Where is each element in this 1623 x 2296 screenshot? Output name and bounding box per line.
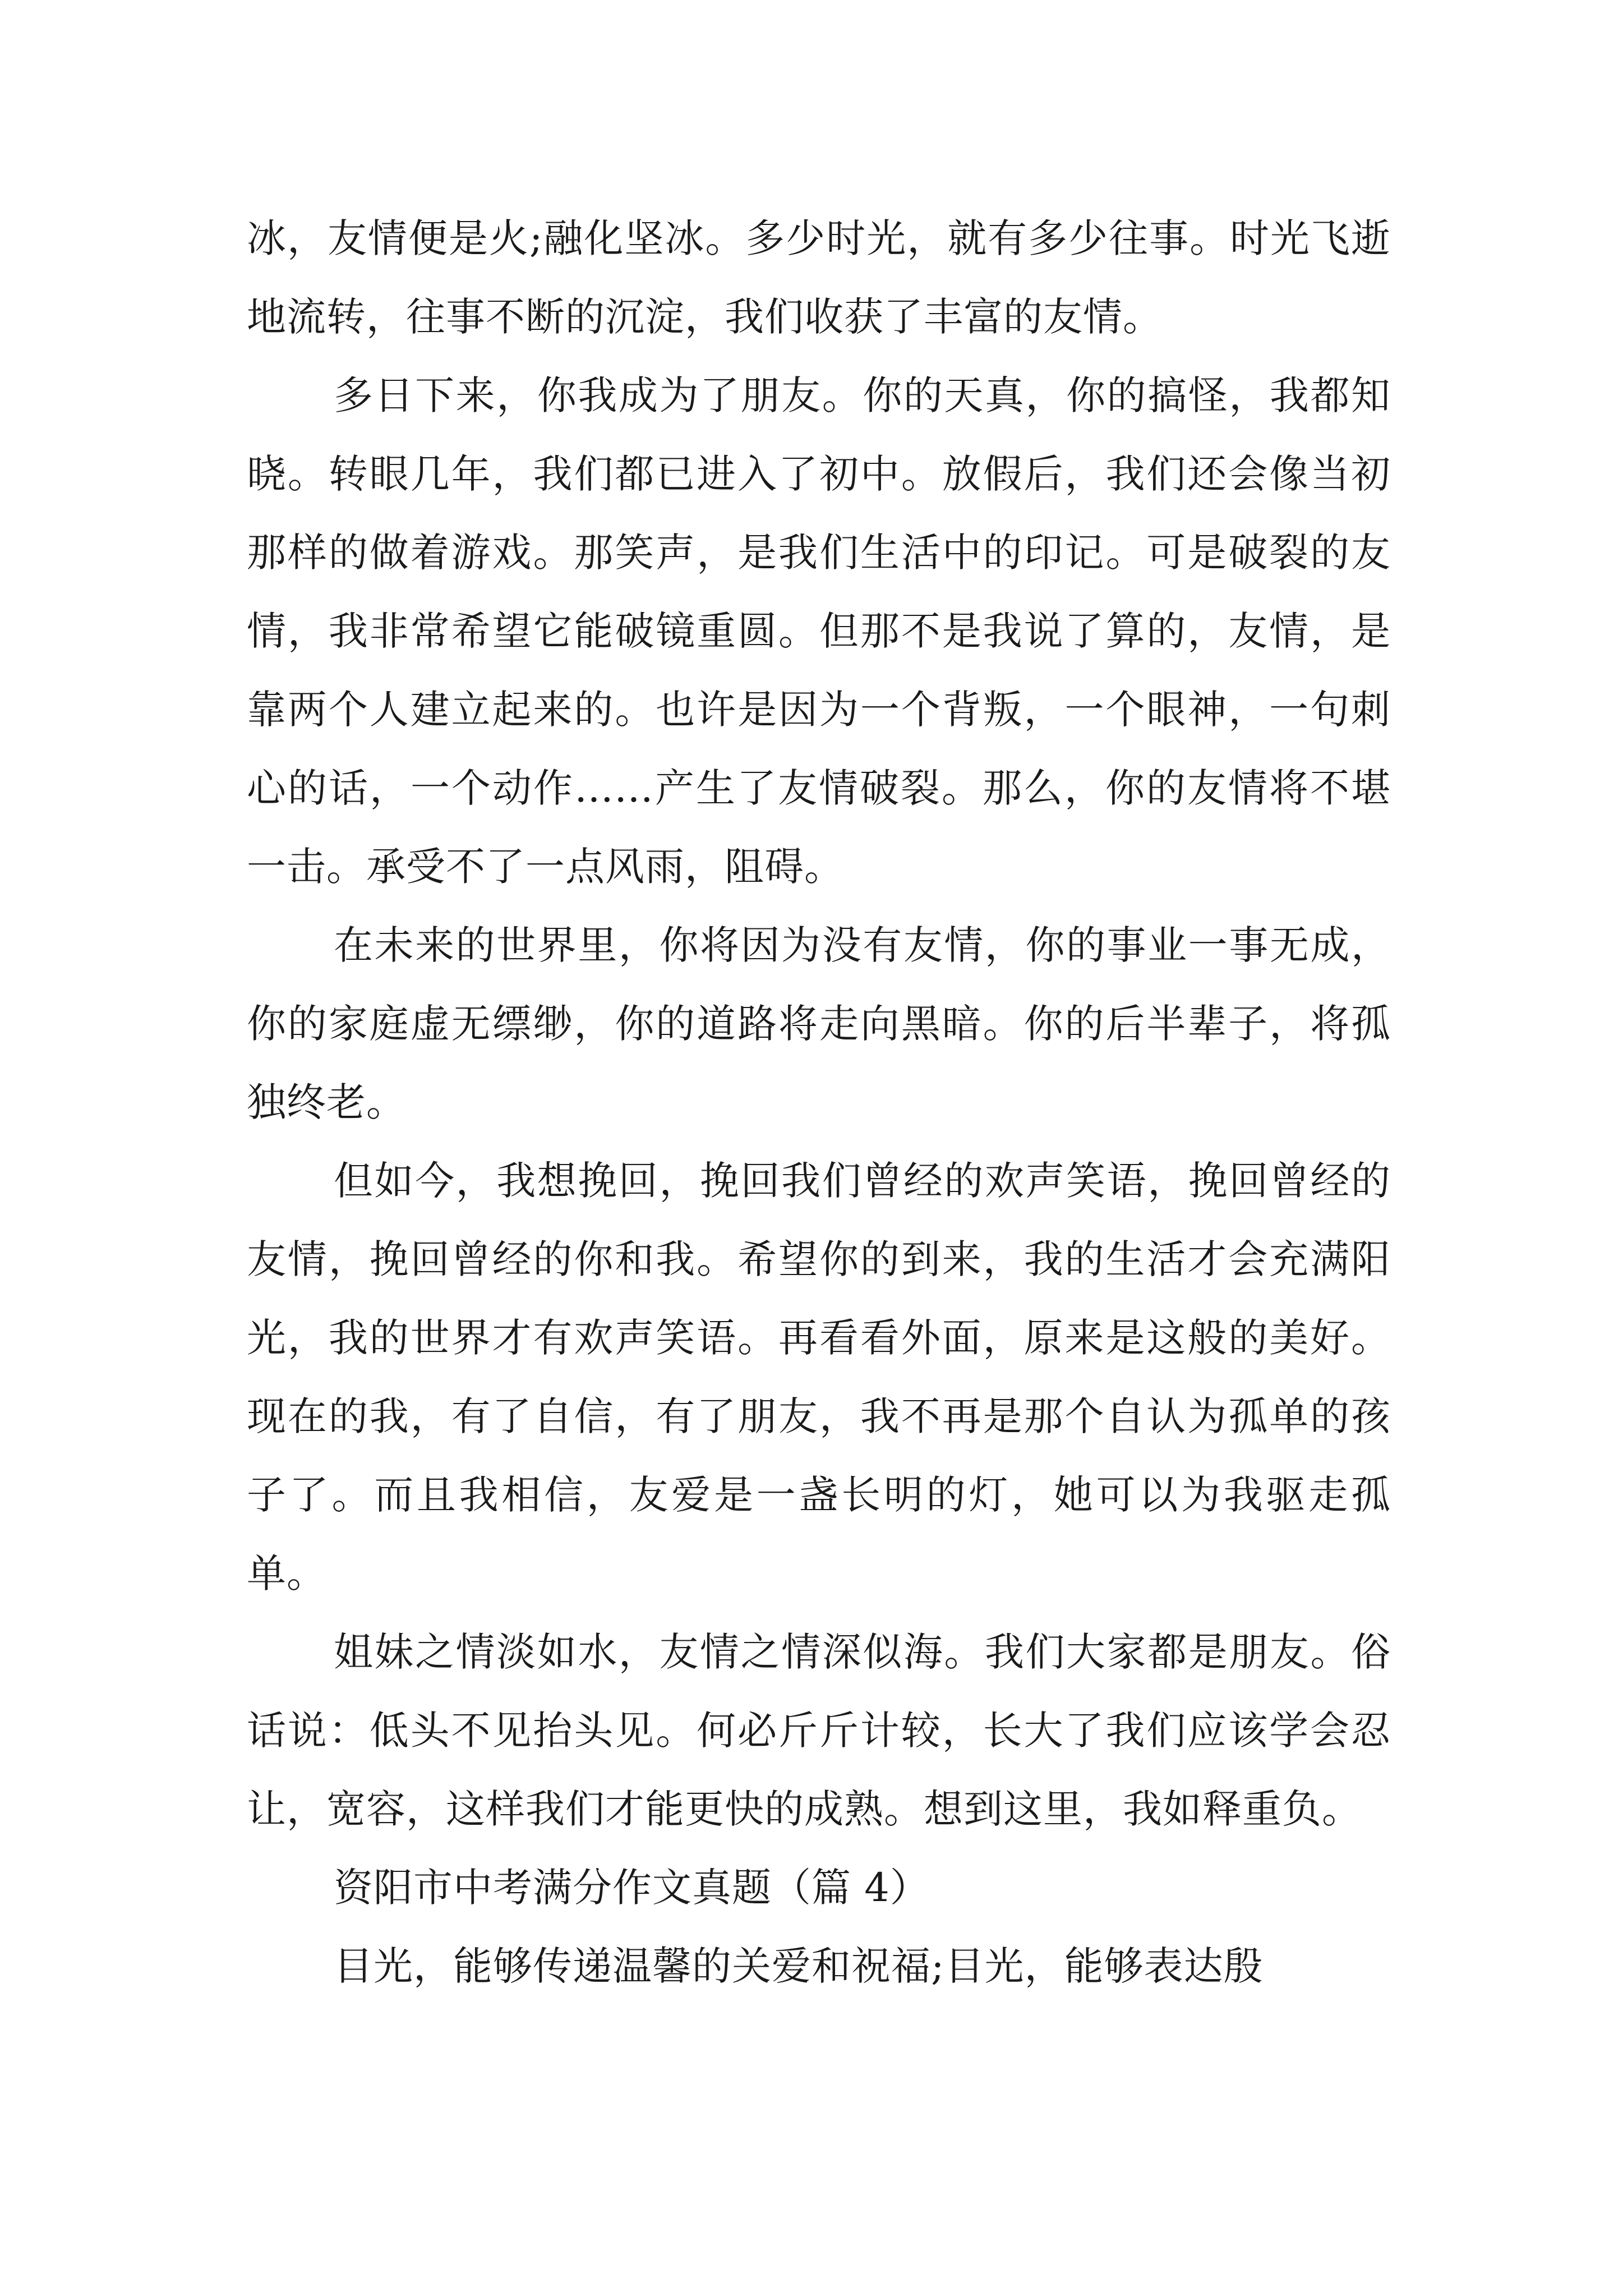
document-body	[247, 199, 1391, 2005]
paragraph-1: 冰，友情便是火;融化坚冰。多少时光，就有多少往事。时光飞逝地流转，往事不断的沉淀，我们收获了丰富的友情。	[247, 215, 1391, 340]
paragraph-5: 姐妹之情淡如水，友情之情深似海。我们大家都是朋友。俗话说：低头不见抬头见。何必斤斤计较，长大了我们应该学会忍让，宽容，这样我们才能更快的成熟。想到这里，我如释重负。	[247, 1629, 1391, 1832]
paragraph-4: 但如今，我想挽回，挽回我们曾经的欢声笑语，挽回曾经的友情，挽回曾经的你和我。希望你的到来，我的生活才会充满阳光，我的世界才有欢声笑语。再看看外面，原来是这般的美好。现在的我，有了自信，有了朋友，我不再是那个自认为孤单的孩子了。而且我相信，友爱是一盏长明的灯，她可以为我驱走孤单。	[247, 1158, 1391, 1596]
paragraph-2: 多日下来，你我成为了朋友。你的天真，你的搞怪，我都知晓。转眼几年，我们都已进入了初中。放假后，我们还会像当初那样的做着游戏。那笑声，是我们生活中的印记。可是破裂的友情，我非常希望它能破镜重圆。但那不是我说了算的，友情，是靠两个人建立起来的。也许是因为一个背叛，一个眼神，一句刺心的话，一个动作……产生了友情破裂。那么，你的友情将不堪一击。承受不了一点风雨，阻碍。	[247, 372, 1391, 890]
paragraph-final: 目光，能够传递温馨的关爱和祝福;目光，能够表达殷	[334, 1943, 1264, 1989]
section-heading: 资阳市中考满分作文真题（篇 4）	[334, 1865, 930, 1911]
paragraph-3: 在未来的世界里，你将因为没有友情，你的事业一事无成，你的家庭虚无缥缈，你的道路将走向黑暗。你的后半辈子，将孤独终老。	[247, 922, 1391, 1125]
